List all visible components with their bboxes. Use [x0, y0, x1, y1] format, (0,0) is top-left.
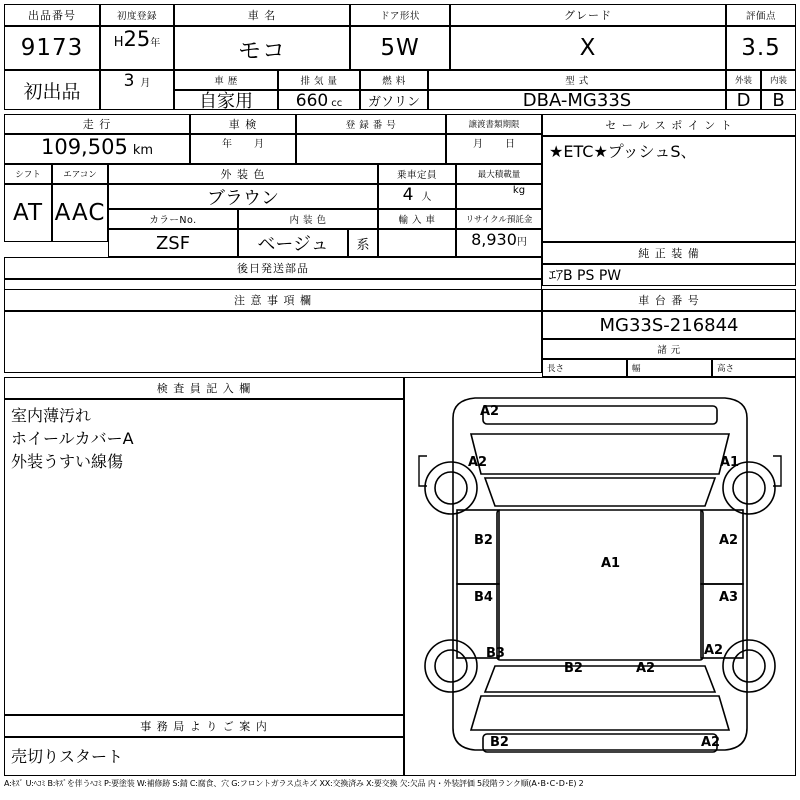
- history-value: 自家用: [199, 91, 253, 110]
- length-label: 長さ: [547, 364, 565, 374]
- fuel-label: 燃 料: [382, 76, 406, 87]
- caution-value: [5, 312, 541, 320]
- inspection-month-unit: 月: [254, 139, 264, 150]
- lot-number-label-cell: [4, 4, 100, 26]
- damage-mark: A2: [701, 735, 721, 750]
- inspector-note-line: 室内薄汚れ: [11, 406, 92, 425]
- aircon-value-cell: [52, 184, 108, 242]
- fuel-value-cell: [360, 90, 428, 110]
- exterior-grade-value-cell: [726, 90, 761, 110]
- interior-grade-label: 内装: [769, 76, 787, 86]
- door-value-cell: [350, 26, 450, 70]
- interior-grade-value-cell: [761, 90, 796, 110]
- caution-label-cell: [4, 289, 542, 311]
- fuel-value: ガソリン: [367, 94, 420, 110]
- equipment-label-cell: [542, 242, 796, 264]
- door-label: ドア形状: [380, 11, 420, 22]
- damage-mark: A2: [480, 404, 500, 419]
- legend-text: A:ｷｽﾞ U:ﾍｺﾐ B:ｷｽﾞを伴うﾍｺﾐ P:要塗装 W:補修跡 S:錆 C:腐食、穴 G:フロントガラス点キズ XX:交換済み X:要交換 欠:欠品 内・外装評価 5段階ランク順(A･B･C･D･E) 2: [4, 779, 584, 788]
- inspector-note-line: ホイールカバーA: [11, 429, 134, 449]
- exterior-color-label-cell: [108, 164, 378, 184]
- later-parts-label: 後日発送部品: [237, 262, 309, 275]
- capacity-value-cell: [378, 184, 456, 209]
- equipment-label: 純 正 装 備: [638, 247, 700, 260]
- sales-point-label-cell: [542, 114, 796, 136]
- inspection-value-cell: [190, 134, 296, 164]
- mileage-label: 走 行: [82, 118, 112, 131]
- transfer-day-unit: 日: [505, 139, 515, 150]
- max-load-label-cell: [456, 164, 542, 184]
- equipment-value-cell: [542, 264, 796, 286]
- length-label-cell: [542, 359, 627, 377]
- damage-mark: A1: [720, 455, 740, 470]
- damage-mark: A3: [719, 590, 739, 605]
- displacement-unit: cc: [331, 98, 343, 109]
- inspector-label-cell: [4, 377, 404, 399]
- interior-color-label-cell: [238, 209, 378, 229]
- shift-label-cell: [4, 164, 52, 184]
- interior-color-suffix-cell: [348, 229, 378, 257]
- lot-number-value-cell: [4, 26, 100, 70]
- displacement-value-cell: [278, 90, 360, 110]
- chassis-value: MG33S-216844: [599, 314, 739, 336]
- inspection-label: 車 検: [228, 118, 258, 131]
- recycle-unit: 円: [516, 237, 527, 248]
- chassis-value-cell: [542, 311, 796, 339]
- first-registration-label: 初度登録: [116, 11, 157, 22]
- exterior-color-label: 外 装 色: [220, 168, 266, 181]
- registration-number-value: [297, 135, 445, 163]
- width-label: 幅: [632, 364, 641, 374]
- office-label-cell: [4, 715, 404, 737]
- model-code-value: DBA-MG33S: [522, 90, 632, 110]
- inspector-label: 検 査 員 記 入 欄: [156, 382, 252, 395]
- first-exhibit-label: 初出品: [23, 80, 81, 103]
- interior-color-value: ベージュ: [257, 234, 329, 255]
- score-value: 3.5: [741, 35, 781, 61]
- damage-mark: A2: [719, 533, 739, 548]
- reg-era: H: [113, 35, 124, 50]
- damage-mark: A2: [704, 643, 724, 658]
- reg-month-unit: 月: [140, 78, 151, 89]
- dimensions-label: 諸 元: [657, 345, 681, 356]
- history-label: 車 歴: [214, 76, 238, 87]
- score-value-cell: [726, 26, 796, 70]
- shift-value-cell: [4, 184, 52, 242]
- mileage-unit: km: [132, 143, 154, 158]
- capacity-label-cell: [378, 164, 456, 184]
- interior-grade-value: B: [772, 90, 785, 110]
- door-value: 5W: [380, 35, 420, 61]
- score-label: 評価点: [745, 11, 776, 22]
- exterior-color-value: ブラウン: [207, 187, 279, 209]
- lot-number-label: 出品番号: [28, 9, 76, 22]
- damage-diagram-panel: [404, 377, 796, 776]
- displacement-label: 排 気 量: [300, 76, 338, 87]
- chassis-label: 車 台 番 号: [638, 294, 700, 307]
- aircon-value: AAC: [54, 200, 106, 226]
- transfer-deadline-value-cell: [446, 134, 542, 164]
- recycle-label: リサイクル預託金: [465, 215, 533, 225]
- sales-point-value-cell: [542, 136, 796, 242]
- recycle-label-cell: [456, 209, 542, 229]
- model-code-label-cell: [428, 70, 726, 90]
- score-label-cell: [726, 4, 796, 26]
- mileage-value: 109,505: [40, 135, 128, 159]
- damage-mark: B2: [564, 661, 583, 676]
- interior-color-value-cell: [238, 229, 348, 257]
- capacity-label: 乗車定員: [396, 170, 437, 181]
- transfer-deadline-label-cell: [446, 114, 542, 134]
- inspector-note-line: 外装うすい線傷: [11, 452, 124, 472]
- exterior-grade-label-cell: [726, 70, 761, 90]
- car-name-value: モコ: [238, 37, 286, 64]
- reg-year-unit: 年: [150, 38, 161, 49]
- max-load-value-cell: [456, 184, 542, 209]
- first-registration-year-cell: [100, 26, 174, 70]
- exterior-color-value-cell: [108, 184, 378, 209]
- office-note: 売切りスタート: [11, 747, 124, 766]
- model-code-label: 型 式: [565, 76, 589, 87]
- grade-value-cell: [450, 26, 726, 70]
- import-value: [379, 230, 455, 256]
- capacity-unit: 人: [421, 192, 432, 203]
- displacement-label-cell: [278, 70, 360, 90]
- model-code-value-cell: [428, 90, 726, 110]
- car-name-label-cell: [174, 4, 350, 26]
- recycle-value: 8,930: [471, 230, 517, 249]
- damage-mark: A2: [636, 661, 656, 676]
- damage-mark: B4: [474, 590, 493, 605]
- fuel-label-cell: [360, 70, 428, 90]
- interior-grade-label-cell: [761, 70, 796, 90]
- width-label-cell: [627, 359, 712, 377]
- reg-year: 25: [123, 27, 151, 51]
- color-no-value: ZSF: [155, 232, 191, 254]
- height-label: 高さ: [717, 364, 735, 374]
- first-registration-month-cell: [100, 70, 174, 110]
- grade-value: X: [579, 35, 597, 61]
- car-name-value-cell: [174, 26, 350, 70]
- door-label-cell: [350, 4, 450, 26]
- shift-label: シフト: [15, 170, 41, 180]
- grade-label-cell: [450, 4, 726, 26]
- mileage-label-cell: [4, 114, 190, 134]
- mileage-value-cell: [4, 134, 190, 164]
- later-parts-label-cell: [4, 257, 542, 279]
- office-note-cell: [4, 737, 404, 776]
- shift-value: AT: [13, 200, 43, 226]
- damage-mark: B3: [486, 646, 505, 661]
- damage-mark: B2: [474, 533, 493, 548]
- inspection-year-unit: 年: [222, 139, 232, 150]
- inspector-notes-cell: [4, 399, 404, 715]
- import-value-cell: [378, 229, 456, 257]
- history-value-cell: [174, 90, 278, 110]
- damage-mark: A1: [601, 556, 621, 571]
- office-label: 事 務 局 よ り ご 案 内: [140, 720, 268, 733]
- registration-number-label-cell: [296, 114, 446, 134]
- damage-mark: B2: [490, 735, 509, 750]
- displacement-value: 660: [295, 91, 329, 110]
- color-no-label: カラーNo.: [149, 215, 197, 226]
- auction-sheet: [4, 4, 796, 796]
- reg-month: 3: [123, 71, 135, 91]
- capacity-value: 4: [402, 185, 414, 205]
- registration-number-value-cell: [296, 134, 446, 164]
- first-registration-label-cell: [100, 4, 174, 26]
- max-load-unit: kg: [512, 185, 526, 196]
- max-load-label: 最大積載量: [477, 170, 521, 180]
- caution-value-cell: [4, 311, 542, 373]
- first-exhibit-cell: [4, 70, 100, 110]
- aircon-label-cell: [52, 164, 108, 184]
- transfer-deadline-label: 譲渡書類期限: [468, 120, 520, 130]
- height-label-cell: [712, 359, 796, 377]
- inspection-label-cell: [190, 114, 296, 134]
- color-no-label-cell: [108, 209, 238, 229]
- aircon-label: エアコン: [63, 170, 97, 180]
- exterior-grade-label: 外装: [734, 76, 752, 86]
- transfer-month-unit: 月: [473, 139, 483, 150]
- history-label-cell: [174, 70, 278, 90]
- sales-point-value: ★ETC★プッシュS、: [549, 142, 697, 161]
- chassis-label-cell: [542, 289, 796, 311]
- caution-label: 注 意 事 項 欄: [234, 294, 312, 307]
- damage-mark: A2: [468, 455, 488, 470]
- color-no-value-cell: [108, 229, 238, 257]
- lot-number-value: 9173: [20, 35, 84, 61]
- import-label-cell: [378, 209, 456, 229]
- grade-label: グレード: [564, 9, 612, 22]
- registration-number-label: 登 録 番 号: [345, 120, 397, 131]
- interior-color-label: 内 装 色: [289, 215, 327, 226]
- equipment-value: ｴｱB PS PW: [549, 268, 622, 284]
- sales-point-label: セ ー ル ス ポ イ ン ト: [605, 119, 733, 132]
- dimensions-label-cell: [542, 339, 796, 359]
- car-name-label: 車 名: [247, 9, 277, 22]
- import-label: 輸 入 車: [398, 215, 436, 226]
- exterior-grade-value: D: [736, 90, 751, 110]
- recycle-value-cell: [456, 229, 542, 257]
- damage-diagram: [405, 378, 795, 775]
- interior-color-suffix: 系: [356, 237, 370, 253]
